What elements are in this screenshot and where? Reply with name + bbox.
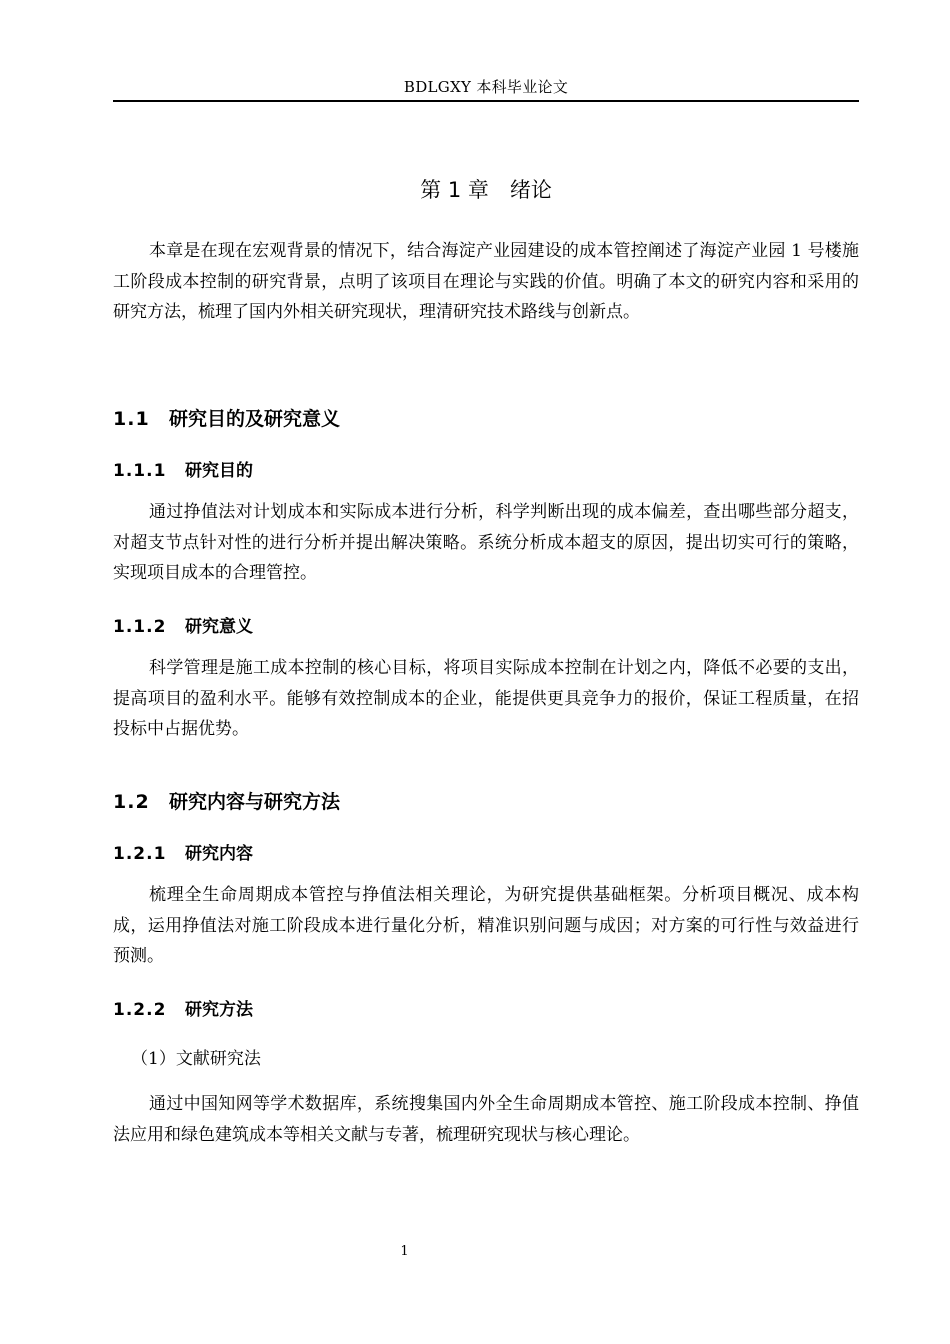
- subsection-title: 研究内容: [185, 844, 253, 864]
- intro-paragraph: 本章是在现在宏观背景的情况下，结合海淀产业园建设的成本管控阐述了海淀产业园 1 号楼施工阶段成本控制的研究背景，点明了该项目在理论与实践的价值。明确了本文的研究内容和采用的研究方法，梳理了国内外相关研究现状，理清研究技术路线与创新点。: [113, 241, 859, 322]
- subsection-heading-1-1-2: [113, 614, 859, 640]
- subsection-heading-1-1-1: [113, 458, 859, 484]
- section-number: 1.1: [113, 408, 150, 430]
- subsection-number: 1.1.1: [113, 461, 167, 481]
- section-number: 1.2: [113, 791, 150, 813]
- subsection-heading-1-2-1: [113, 841, 859, 867]
- subsection-number: 1.2.2: [113, 1000, 167, 1020]
- subsection-title: 研究方法: [185, 1000, 253, 1020]
- page-number: 1: [400, 1244, 409, 1259]
- paragraph-research-content: 梳理全生命周期成本管控与挣值法相关理论，为研究提供基础框架。分析项目概况、成本构成，运用挣值法对施工阶段成本进行量化分析，精准识别问题与成因；对方案的可行性与效益进行预测。: [113, 885, 859, 966]
- header-text: BDLGXY 本科毕业论文: [403, 78, 569, 96]
- section-title: 研究内容与研究方法: [169, 791, 341, 813]
- subsection-number: 1.1.2: [113, 617, 167, 637]
- list-item-label: （1）文献研究法: [131, 1049, 261, 1069]
- subsection-title: 研究意义: [185, 617, 253, 637]
- paragraph-research-significance: 科学管理是施工成本控制的核心目标，将项目实际成本控制在计划之内，降低不必要的支出，提高项目的盈利水平。能够有效控制成本的企业，能提供更具竞争力的报价，保证工程质量，在招投标中占据优势。: [113, 658, 859, 739]
- subsection-title: 研究目的: [185, 461, 253, 481]
- chapter-title: 第 1 章 绪论: [420, 178, 552, 202]
- section-heading-1-2: [113, 788, 859, 816]
- section-title: 研究目的及研究意义: [169, 408, 341, 430]
- section-heading-1-1: [113, 405, 859, 433]
- subsection-number: 1.2.1: [113, 844, 167, 864]
- paragraph-literature-method: 通过中国知网等学术数据库，系统搜集国内外全生命周期成本管控、施工阶段成本控制、挣值法应用和绿色建筑成本等相关文献与专著，梳理研究现状与核心理论。: [113, 1094, 859, 1145]
- page-header: [113, 74, 859, 102]
- paragraph-research-purpose: 通过挣值法对计划成本和实际成本进行分析，科学判断出现的成本偏差，查出哪些部分超支，对超支节点针对性的进行分析并提出解决策略。系统分析成本超支的原因，提出切实可行的策略，实现项目成本的合理管控。: [113, 502, 859, 583]
- subsection-heading-1-2-2: [113, 997, 859, 1023]
